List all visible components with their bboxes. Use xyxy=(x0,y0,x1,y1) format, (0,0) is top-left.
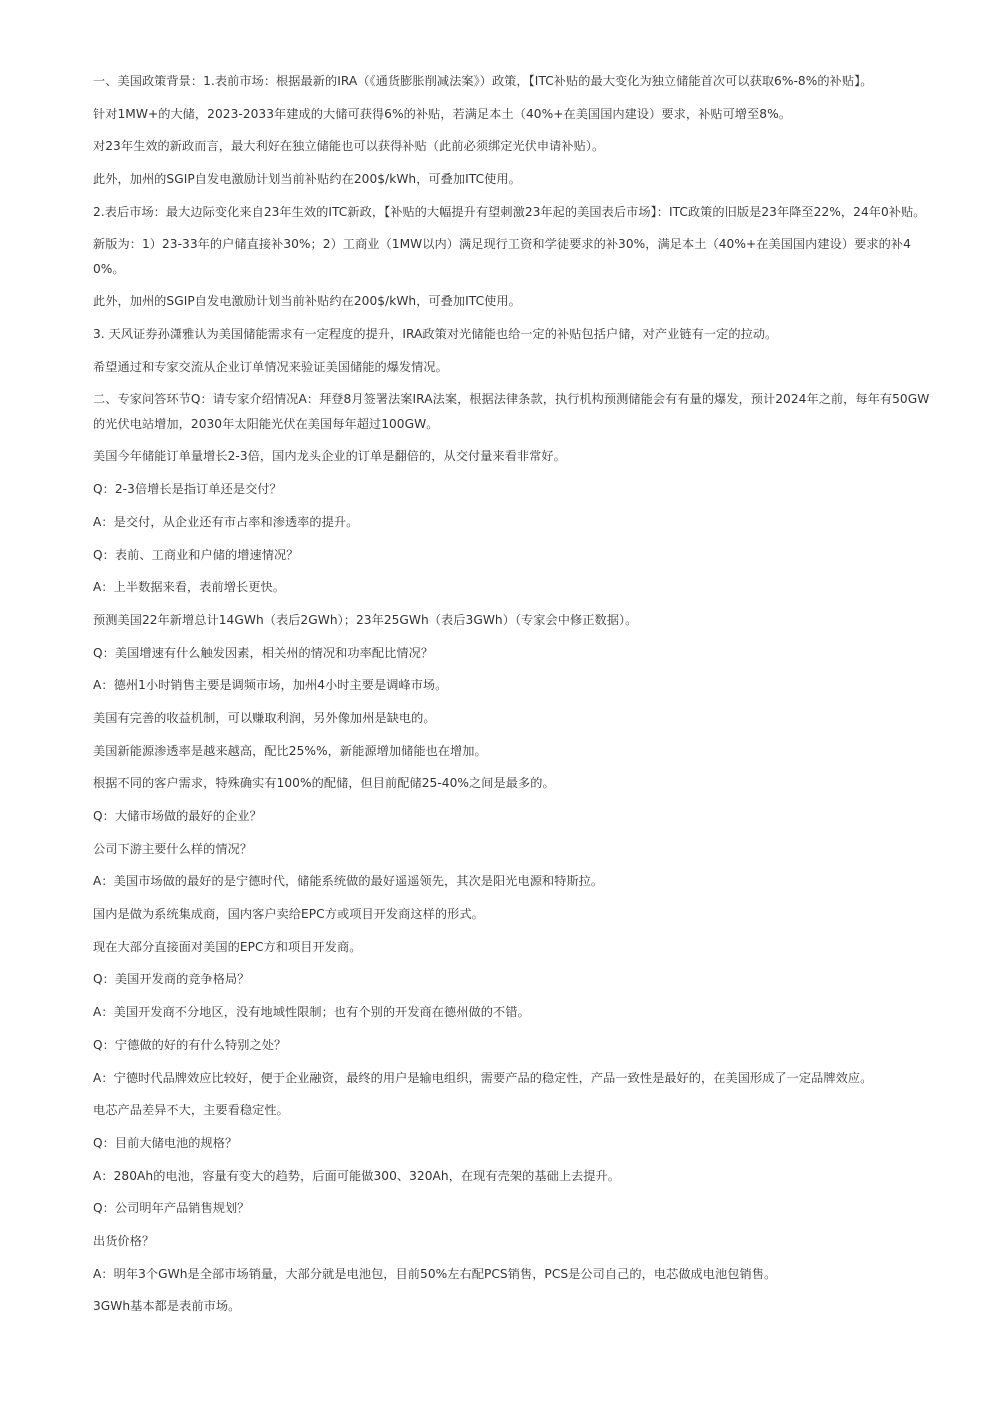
paragraph: 美国有完善的收益机制，可以赚取利润，另外像加州是缺电的。 xyxy=(93,710,436,725)
question: Q：美国增速有什么触发因素，相关州的情况和功率配比情况？ xyxy=(93,645,434,660)
paragraph: 电芯产品差异不大，主要看稳定性。 xyxy=(93,1103,289,1118)
document-body xyxy=(93,69,939,1327)
paragraph: 美国新能源渗透率是越来越高，配比25%%，新能源增加储能也在增加。 xyxy=(93,743,487,758)
answer: A：美国开发商不分地区，没有地域性限制；也有个别的开发商在德州做的不错。 xyxy=(93,1005,530,1020)
paragraph: 根据不同的客户需求，特殊确实有100%的配储，但目前配储25-40%之间是最多的。 xyxy=(93,776,555,791)
paragraph: 国内是做为系统集成商，国内客户卖给EPC方或项目开发商这样的形式。 xyxy=(93,907,484,922)
question: 出货价格？ xyxy=(93,1233,155,1248)
question: Q：表前、工商业和户储的增速情况？ xyxy=(93,547,299,562)
question: Q：美国开发商的竞争格局？ xyxy=(93,972,250,987)
paragraph-behind-meter-market: 2.表后市场：最大边际变化来自23年生效的ITC新政，【补贴的大幅提升有望刺激23年起的美国表后市场】：ITC政策的旧版是23年降至22%，24年0补贴。 xyxy=(93,204,926,219)
paragraph: 预测美国22年新增总计14GWh（表后2GWh）；23年25GWh（表后3GWh）（专家会中修正数据）。 xyxy=(93,612,638,627)
paragraph: 3GWh基本都是表前市场。 xyxy=(93,1299,241,1314)
answer: A：美国市场做的最好的是宁德时代，储能系统做的最好遥遥领先，其次是阳光电源和特斯拉。 xyxy=(93,874,604,889)
paragraph: 美国今年储能订单量增长2-3倍，国内龙头企业的订单是翻倍的，从交付量来看非常好。 xyxy=(93,449,566,464)
paragraph: 对23年生效的新政而言，最大利好在独立储能也可以获得补贴（此前必须绑定光伏申请补贴）。 xyxy=(93,139,605,154)
answer: A：宁德时代品牌效应比较好，便于企业融资，最终的用户是输电组织，需要产品的稳定性，产品一致性是最好的，在美国形成了一定品牌效应。 xyxy=(93,1070,873,1085)
paragraph: 针对1MW+的大储，2023-2033年建成的大储可获得6%的补贴，若满足本土（40%+在美国国内建设）要求，补贴可增至8%。 xyxy=(93,106,791,121)
answer: A：280Ah的电池，容量有变大的趋势，后面可能做300、320Ah，在现有壳架的基础上去提升。 xyxy=(93,1168,621,1183)
paragraph: 3. 天风证券孙潇雅认为美国储能需求有一定程度的提升，IRA政策对光储能也给一定的补贴包括户储，对产业链有一定的拉动。 xyxy=(93,327,778,342)
paragraph-expert-qa: 二、专家问答环节Q：请专家介绍情况A：拜登8月签署法案IRA法案，根据法律条款，执行机构预测储能会有有量的爆发，预计2024年之前，每年有50GW的光伏电站增加，2030年太阳能光伏在美国每年超过100GW。 xyxy=(93,392,930,431)
answer: A：上半数据来看，表前增长更快。 xyxy=(93,580,285,595)
question: Q：公司明年产品销售规划？ xyxy=(93,1201,250,1216)
paragraph: 现在大部分直接面对美国的EPC方和项目开发商。 xyxy=(93,939,362,954)
paragraph-policy-background: 一、美国政策背景：1.表前市场：根据最新的IRA（《通货膨胀削减法案》）政策，【ITC补贴的最大变化为独立储能首次可以获取6%-8%的补贴】。 xyxy=(93,74,873,88)
question: Q：大储市场做的最好的企业？ xyxy=(93,809,262,824)
paragraph: 此外，加州的SGIP自发电激励计划当前补贴约在200$/kWh，可叠加ITC使用。 xyxy=(93,294,521,309)
question: Q：目前大储电池的规格？ xyxy=(93,1135,238,1150)
question: Q：2-3倍增长是指订单还是交付？ xyxy=(93,482,282,497)
answer: A：明年3个GWh是全部市场销量，大部分就是电池包，目前50%左右配PCS销售，PCS是公司自己的，电芯做成电池包销售。 xyxy=(93,1266,777,1281)
answer: A：德州1小时销售主要是调频市场，加州4小时主要是调峰市场。 xyxy=(93,678,448,693)
paragraph: 希望通过和专家交流从企业订单情况来验证美国储能的爆发情况。 xyxy=(93,359,448,374)
answer: A：是交付，从企业还有市占率和渗透率的提升。 xyxy=(93,514,359,529)
paragraph: 新版为：1）23-33年的户储直接补30%；2）工商业（1MW以内）满足现行工资和学徒要求的补30%，满足本土（40%+在美国国内建设）要求的补40%。 xyxy=(93,237,911,276)
question: 公司下游主要什么样的情况？ xyxy=(93,841,253,856)
paragraph: 此外，加州的SGIP自发电激励计划当前补贴约在200$/kWh，可叠加ITC使用。 xyxy=(93,172,521,187)
question: Q：宁德做的好的有什么特别之处？ xyxy=(93,1037,287,1052)
